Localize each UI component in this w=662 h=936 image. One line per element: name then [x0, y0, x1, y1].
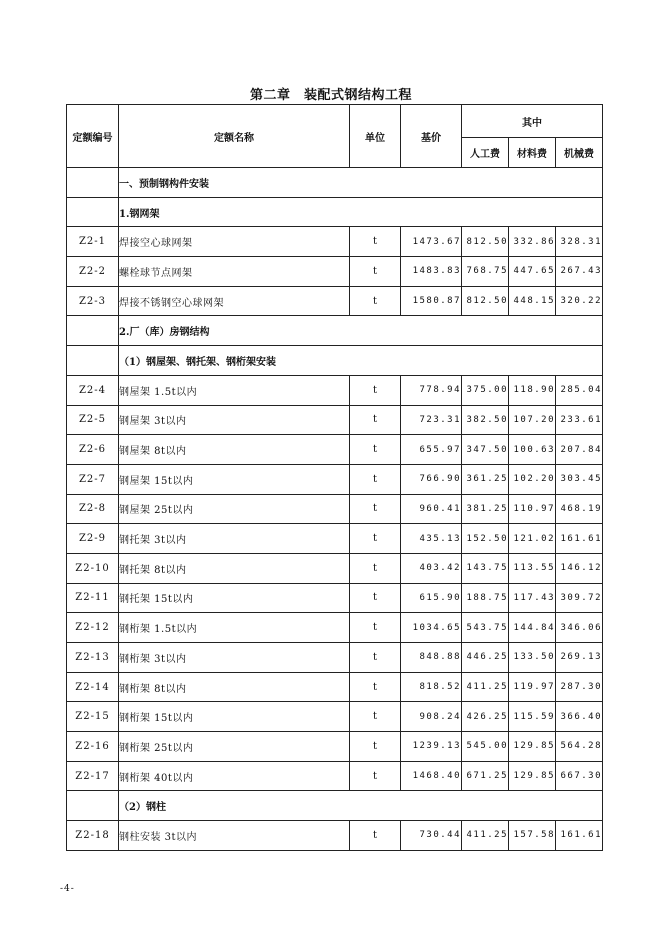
- labor-cost: 143.75: [462, 553, 509, 583]
- quota-name: 焊接不锈钢空心球网架: [119, 286, 350, 316]
- table-body: [67, 168, 603, 851]
- material-cost: 129.85: [509, 732, 556, 762]
- machine-cost: 320.22: [556, 286, 603, 316]
- quota-name: 钢桁架 1.5t以内: [119, 613, 350, 643]
- header-row: [67, 105, 603, 138]
- quota-unit: t: [350, 494, 401, 524]
- quota-code: Z2-10: [67, 553, 119, 583]
- quota-unit: t: [350, 553, 401, 583]
- quota-name: 钢屋架 25t以内: [119, 494, 350, 524]
- section-title: 2.厂（库）房钢结构: [119, 316, 603, 346]
- labor-cost: 411.25: [462, 672, 509, 702]
- quota-name: 钢托架 15t以内: [119, 583, 350, 613]
- quota-name: 钢桁架 40t以内: [119, 761, 350, 791]
- machine-cost: 667.30: [556, 761, 603, 791]
- base-price: 818.52: [401, 672, 462, 702]
- labor-cost: 347.50: [462, 435, 509, 465]
- material-cost: 119.97: [509, 672, 556, 702]
- base-price: 908.24: [401, 702, 462, 732]
- quota-unit: t: [350, 702, 401, 732]
- quota-table: [66, 104, 603, 851]
- quota-name: 螺栓球节点网架: [119, 257, 350, 287]
- header-machine: 机械费: [556, 138, 603, 168]
- material-cost: 447.65: [509, 257, 556, 287]
- quota-code: Z2-12: [67, 613, 119, 643]
- section-code-cell: [67, 346, 119, 376]
- base-price: 730.44: [401, 821, 462, 851]
- quota-name: 钢屋架 3t以内: [119, 405, 350, 435]
- section-title: （1）钢屋架、钢托架、钢桁架安装: [119, 346, 603, 376]
- material-cost: 118.90: [509, 375, 556, 405]
- header-code: 定额编号: [67, 105, 119, 168]
- quota-code: Z2-16: [67, 732, 119, 762]
- quota-code: Z2-17: [67, 761, 119, 791]
- quota-name: 钢柱安装 3t以内: [119, 821, 350, 851]
- quota-code: Z2-11: [67, 583, 119, 613]
- quota-code: Z2-15: [67, 702, 119, 732]
- machine-cost: 285.04: [556, 375, 603, 405]
- base-price: 1468.40: [401, 761, 462, 791]
- machine-cost: 468.19: [556, 494, 603, 524]
- machine-cost: 287.30: [556, 672, 603, 702]
- quota-unit: t: [350, 613, 401, 643]
- material-cost: 117.43: [509, 583, 556, 613]
- quota-name: 焊接空心球网架: [119, 227, 350, 257]
- table-row: [67, 464, 603, 494]
- labor-cost: 545.00: [462, 732, 509, 762]
- table-row: [67, 524, 603, 554]
- material-cost: 121.02: [509, 524, 556, 554]
- header-material: 材料费: [509, 138, 556, 168]
- quota-code: Z2-18: [67, 821, 119, 851]
- base-price: 615.90: [401, 583, 462, 613]
- material-cost: 157.58: [509, 821, 556, 851]
- material-cost: 133.50: [509, 643, 556, 673]
- section-title: （2）钢柱: [119, 791, 603, 821]
- machine-cost: 346.06: [556, 613, 603, 643]
- section-row: [67, 316, 603, 346]
- quota-unit: t: [350, 732, 401, 762]
- quota-code: Z2-5: [67, 405, 119, 435]
- material-cost: 110.97: [509, 494, 556, 524]
- labor-cost: 381.25: [462, 494, 509, 524]
- material-cost: 448.15: [509, 286, 556, 316]
- material-cost: 332.86: [509, 227, 556, 257]
- quota-name: 钢桁架 3t以内: [119, 643, 350, 673]
- machine-cost: 161.61: [556, 821, 603, 851]
- labor-cost: 375.00: [462, 375, 509, 405]
- quota-code: Z2-6: [67, 435, 119, 465]
- base-price: 766.90: [401, 464, 462, 494]
- base-price: 1239.13: [401, 732, 462, 762]
- table-row: [67, 405, 603, 435]
- quota-unit: t: [350, 464, 401, 494]
- table-row: [67, 553, 603, 583]
- machine-cost: 309.72: [556, 583, 603, 613]
- quota-unit: t: [350, 672, 401, 702]
- quota-name: 钢桁架 25t以内: [119, 732, 350, 762]
- machine-cost: 146.12: [556, 553, 603, 583]
- machine-cost: 564.28: [556, 732, 603, 762]
- table-row: [67, 494, 603, 524]
- base-price: 848.88: [401, 643, 462, 673]
- base-price: 403.42: [401, 553, 462, 583]
- machine-cost: 233.61: [556, 405, 603, 435]
- material-cost: 115.59: [509, 702, 556, 732]
- table-row: [67, 761, 603, 791]
- table-row: [67, 672, 603, 702]
- quota-unit: t: [350, 821, 401, 851]
- table-row: [67, 821, 603, 851]
- base-price: 778.94: [401, 375, 462, 405]
- table-row: [67, 435, 603, 465]
- quota-name: 钢屋架 15t以内: [119, 464, 350, 494]
- section-row: [67, 791, 603, 821]
- quota-name: 钢托架 8t以内: [119, 553, 350, 583]
- labor-cost: 446.25: [462, 643, 509, 673]
- section-row: [67, 346, 603, 376]
- table-row: [67, 702, 603, 732]
- quota-name: 钢桁架 8t以内: [119, 672, 350, 702]
- material-cost: 113.55: [509, 553, 556, 583]
- quota-name: 钢托架 3t以内: [119, 524, 350, 554]
- quota-name: 钢屋架 1.5t以内: [119, 375, 350, 405]
- section-code-cell: [67, 168, 119, 198]
- table-row: [67, 227, 603, 257]
- quota-code: Z2-2: [67, 257, 119, 287]
- quota-code: Z2-7: [67, 464, 119, 494]
- table-row: [67, 286, 603, 316]
- base-price: 655.97: [401, 435, 462, 465]
- labor-cost: 361.25: [462, 464, 509, 494]
- material-cost: 102.20: [509, 464, 556, 494]
- material-cost: 107.20: [509, 405, 556, 435]
- machine-cost: 303.45: [556, 464, 603, 494]
- quota-unit: t: [350, 286, 401, 316]
- base-price: 960.41: [401, 494, 462, 524]
- material-cost: 100.63: [509, 435, 556, 465]
- labor-cost: 812.50: [462, 286, 509, 316]
- quota-code: Z2-3: [67, 286, 119, 316]
- labor-cost: 426.25: [462, 702, 509, 732]
- quota-unit: t: [350, 405, 401, 435]
- quota-unit: t: [350, 583, 401, 613]
- quota-unit: t: [350, 227, 401, 257]
- section-code-cell: [67, 791, 119, 821]
- quota-unit: t: [350, 257, 401, 287]
- base-price: 1473.67: [401, 227, 462, 257]
- quota-unit: t: [350, 643, 401, 673]
- header-base-price: 基价: [401, 105, 462, 168]
- base-price: 435.13: [401, 524, 462, 554]
- page-title: 第二章 装配式钢结构工程: [249, 88, 412, 103]
- table-row: [67, 643, 603, 673]
- quota-code: Z2-1: [67, 227, 119, 257]
- quota-unit: t: [350, 375, 401, 405]
- labor-cost: 411.25: [462, 821, 509, 851]
- labor-cost: 188.75: [462, 583, 509, 613]
- labor-cost: 152.50: [462, 524, 509, 554]
- quota-unit: t: [350, 761, 401, 791]
- labor-cost: 812.50: [462, 227, 509, 257]
- table-row: [67, 583, 603, 613]
- material-cost: 129.85: [509, 761, 556, 791]
- quota-code: Z2-8: [67, 494, 119, 524]
- quota-code: Z2-4: [67, 375, 119, 405]
- header-labor: 人工费: [462, 138, 509, 168]
- header-group: 其中: [462, 105, 603, 138]
- quota-name: 钢屋架 8t以内: [119, 435, 350, 465]
- labor-cost: 768.75: [462, 257, 509, 287]
- page-number: -4-: [60, 884, 75, 894]
- header-unit: 单位: [350, 105, 401, 168]
- machine-cost: 207.84: [556, 435, 603, 465]
- quota-code: Z2-14: [67, 672, 119, 702]
- machine-cost: 269.13: [556, 643, 603, 673]
- labor-cost: 543.75: [462, 613, 509, 643]
- quota-unit: t: [350, 435, 401, 465]
- base-price: 723.31: [401, 405, 462, 435]
- quota-name: 钢桁架 15t以内: [119, 702, 350, 732]
- base-price: 1034.65: [401, 613, 462, 643]
- material-cost: 144.84: [509, 613, 556, 643]
- labor-cost: 382.50: [462, 405, 509, 435]
- section-title: 一、预制钢构件安装: [119, 168, 603, 198]
- machine-cost: 328.31: [556, 227, 603, 257]
- section-code-cell: [67, 316, 119, 346]
- labor-cost: 671.25: [462, 761, 509, 791]
- table-row: [67, 257, 603, 287]
- machine-cost: 366.40: [556, 702, 603, 732]
- section-code-cell: [67, 197, 119, 227]
- section-row: [67, 168, 603, 198]
- base-price: 1580.87: [401, 286, 462, 316]
- machine-cost: 161.61: [556, 524, 603, 554]
- table-row: [67, 375, 603, 405]
- header-name: 定额名称: [119, 105, 350, 168]
- section-title: 1.钢网架: [119, 197, 603, 227]
- section-row: [67, 197, 603, 227]
- table-row: [67, 732, 603, 762]
- quota-unit: t: [350, 524, 401, 554]
- quota-code: Z2-9: [67, 524, 119, 554]
- table-row: [67, 613, 603, 643]
- machine-cost: 267.43: [556, 257, 603, 287]
- base-price: 1483.83: [401, 257, 462, 287]
- quota-code: Z2-13: [67, 643, 119, 673]
